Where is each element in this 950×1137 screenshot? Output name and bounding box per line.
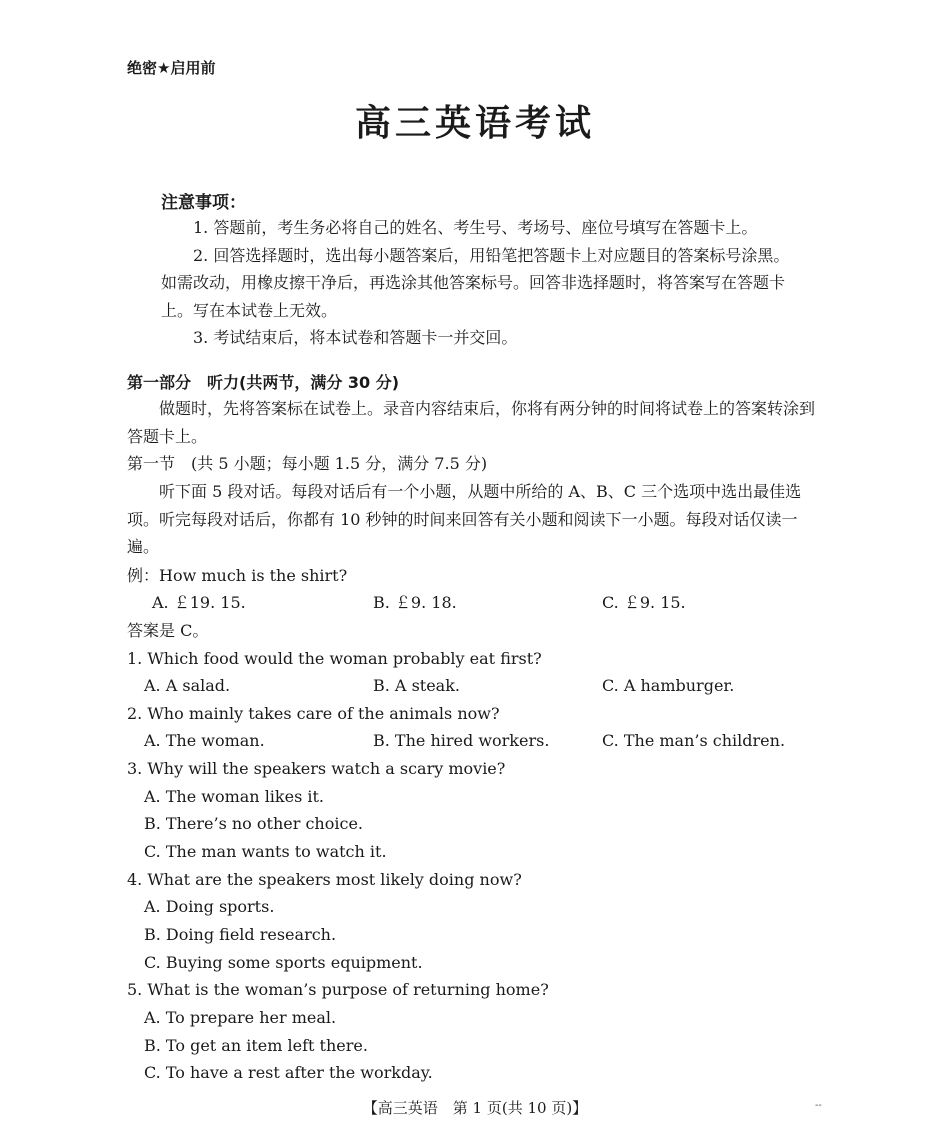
question-4-option-c: C. Buying some sports equipment. bbox=[144, 953, 423, 972]
notice-list bbox=[161, 214, 801, 352]
question-2-option-c: C. The man’s children. bbox=[602, 731, 786, 750]
example-option-b: B. ￡9. 18. bbox=[373, 593, 457, 612]
notice-item: 3. 考试结束后，将本试卷和答题卡一并交回。 bbox=[193, 328, 518, 347]
example-question: 例：How much is the shirt? bbox=[127, 566, 348, 585]
question-2-option-a: A. The woman. bbox=[144, 731, 265, 750]
page-footer: 【高三英语 第 1 页(共 10 页)】 bbox=[362, 1099, 588, 1117]
question-5-option-a: A. To prepare her meal. bbox=[144, 1008, 337, 1027]
question-5-option-c: C. To have a rest after the workday. bbox=[144, 1063, 433, 1082]
example-answer: 答案是 C。 bbox=[127, 621, 209, 640]
notice-item: 1. 答题前，考生务必将自己的姓名、考生号、考场号、座位号填写在答题卡上。 bbox=[193, 218, 758, 237]
question-3-option-c: C. The man wants to watch it. bbox=[144, 842, 387, 861]
question-3-option-a: A. The woman likes it. bbox=[144, 787, 325, 806]
example-option-a: A. ￡19. 15. bbox=[152, 593, 246, 612]
section1-intro: 听下面 5 段对话。每段对话后有一个小题，从题中所给的 A、B、C 三个选项中选出最佳选项。听完每段对话后，你都有 10 秒钟的时间来回答有关小题和阅读下一小题。每段对话仅读一遍。 bbox=[127, 482, 802, 556]
notice-item: 2. 回答选择题时，选出每小题答案后，用铅笔把答题卡上对应题目的答案标号涂黑。如需改动，用橡皮擦干净后，再选涂其他答案标号。回答非选择题时，将答案写在答题卡上。写在本试卷上无效。 bbox=[161, 245, 790, 320]
question-4-option-a: A. Doing sports. bbox=[144, 897, 275, 916]
question-1: 1. Which food would the woman probably eat first? bbox=[127, 649, 542, 668]
question-3-option-b: B. There’s no other choice. bbox=[144, 814, 363, 833]
part1-intro: 做题时，先将答案标在试卷上。录音内容结束后，你将有两分钟的时间将试卷上的答案转涂到答题卡上。 bbox=[127, 399, 816, 446]
part1-heading: 第一部分 听力(共两节，满分 30 分) bbox=[127, 373, 400, 392]
footer-mark: -- bbox=[815, 1100, 822, 1111]
notice-title: 注意事项： bbox=[161, 193, 246, 213]
example-option-c: C. ￡9. 15. bbox=[602, 593, 686, 612]
question-4-option-b: B. Doing field research. bbox=[144, 925, 337, 944]
question-1-option-c: C. A hamburger. bbox=[602, 676, 735, 695]
question-2: 2. Who mainly takes care of the animals now? bbox=[127, 704, 500, 723]
exam-title: 高三英语考试 bbox=[354, 103, 595, 144]
confidential-label: 绝密★启用前 bbox=[127, 59, 216, 77]
question-5: 5. What is the woman’s purpose of returning home? bbox=[127, 980, 549, 999]
question-3: 3. Why will the speakers watch a scary movie? bbox=[127, 759, 506, 778]
question-1-option-a: A. A salad. bbox=[144, 676, 231, 695]
section1-heading: 第一节 (共 5 小题；每小题 1.5 分，满分 7.5 分) bbox=[127, 454, 488, 473]
question-4: 4. What are the speakers most likely doing now? bbox=[127, 870, 522, 889]
question-2-option-b: B. The hired workers. bbox=[373, 731, 550, 750]
question-5-option-b: B. To get an item left there. bbox=[144, 1036, 368, 1055]
question-1-option-b: B. A steak. bbox=[373, 676, 460, 695]
